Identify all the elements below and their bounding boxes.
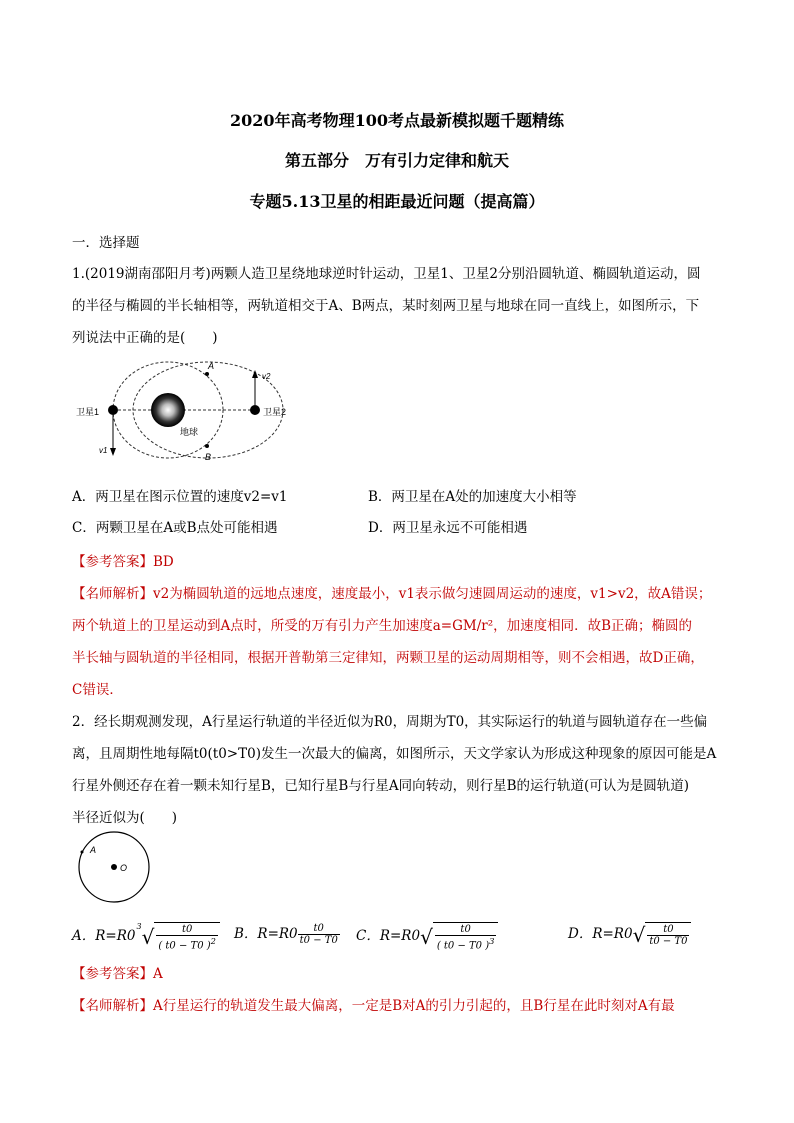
q1-analysis-label: 【名师解析】: [72, 586, 153, 602]
q2-option-c: [356, 922, 498, 951]
q2-option-d-prefix: D．R=R0: [568, 926, 633, 942]
q2-answer-value: A: [153, 966, 163, 982]
v2-label: v2: [262, 372, 271, 381]
q2-line-3: 行星外侧还存在着一颗未知行星B，已知行星B与行星A同向转动，则行星B的运行轨道(可认为是圆轨道): [72, 778, 690, 794]
q2-option-d-den: t0 − T0: [649, 936, 688, 947]
q2-option-c-num: t0: [435, 924, 497, 936]
q1-line-3: 列说法中正确的是( ): [72, 330, 218, 346]
q2-option-a: [72, 922, 220, 951]
q1-option-a: A．两卫星在图示位置的速度v2=v1: [72, 489, 288, 505]
q1-analysis-line-2: 两个轨道上的卫星运动到A点时，所受的万有引力产生加速度a=GM/r²，加速度相同．故B正确；椭圆的: [72, 618, 693, 634]
earth-icon: [151, 393, 185, 427]
q2-option-d: [568, 922, 691, 947]
section-heading: 一．选择题: [72, 235, 140, 251]
q1-analysis-line-3: 半长轴与圆轨道的半径相同，根据开普勒第三定律知，两颗卫星的运动周期相等，则不会相遇，故D正确，: [72, 650, 704, 666]
q1-answer: [72, 550, 174, 570]
q2-a-label: A: [90, 845, 97, 855]
q2-line-1: 2．经长期观测发现，A行星运行轨道的半径近似为R0，周期为T0，其实际运行的轨道与圆轨道存在一些偏: [72, 714, 708, 730]
q2-analysis-text-1: A行星运行的轨道发生最大偏离，一定是B对A的引力引起的，且B行星在此时刻对A有最: [153, 998, 675, 1014]
sat1-label: 卫星1: [76, 407, 100, 417]
q2-line-4: 半径近似为( ): [72, 810, 178, 826]
earth-label: 地球: [180, 427, 199, 437]
point-b-marker: [205, 444, 209, 448]
q1-answer-label: 【参考答案】: [72, 554, 153, 570]
q1-analysis-line-1: [72, 582, 711, 602]
q2-option-b: [234, 922, 340, 946]
radical-icon: √: [141, 924, 155, 949]
q1-option-b: B．两卫星在A处的加速度大小相等: [368, 489, 577, 505]
radical-icon: √: [632, 922, 646, 947]
q2-line-2: 离，且周期性地每隔t0(t0>T0)发生一次最大的偏离，如图所示，天文学家认为形成这种现象的原因可能是A: [72, 746, 717, 762]
q2-option-a-den: ( t0 − T0 ): [158, 940, 211, 952]
q2-option-c-den: ( t0 − T0 ): [436, 940, 490, 952]
v1-label: v1: [99, 446, 108, 455]
q2-option-b-den: t0 − T0: [299, 935, 338, 946]
q1-line-1: 1.(2019湖南邵阳月考)两颗人造卫星绕地球逆时针运动，卫星1、卫星2分别沿圆轨道、椭圆轨道运动，圆: [72, 266, 701, 282]
q2-option-c-prefix: C．R=R0: [356, 928, 421, 945]
q2-option-a-root-index: 3: [136, 922, 142, 931]
planet-a-marker: [81, 851, 84, 854]
b-label: B: [205, 452, 212, 462]
q2-option-b-num: t0: [298, 923, 340, 935]
q2-option-c-exp: 3: [489, 936, 495, 946]
q2-answer-label: 【参考答案】: [72, 966, 153, 982]
q2-option-a-exp: 2: [210, 936, 216, 946]
q2-analysis-label: 【名师解析】: [72, 998, 153, 1014]
part-title: 第五部分 万有引力定律和航天: [284, 151, 509, 170]
satellite-2-icon: [250, 405, 260, 415]
satellite-1-icon: [108, 405, 118, 415]
q2-option-a-num: t0: [156, 924, 218, 936]
center-o-marker: [111, 864, 117, 870]
topic-title: 专题5.13卫星的相距最近问题（提高篇）: [249, 192, 545, 211]
q2-answer: [72, 962, 163, 982]
q2-option-b-prefix: B．R=R0: [234, 926, 298, 942]
radical-icon: √: [420, 924, 433, 949]
planet-orbit-figure: [74, 830, 154, 904]
q1-analysis-line-4: C错误．: [72, 682, 123, 698]
q1-option-d: D．两卫星永远不可能相遇: [368, 520, 528, 536]
q1-answer-value: BD: [153, 554, 174, 570]
main-title: 2020年高考物理100考点最新模拟题千题精练: [230, 111, 564, 130]
sat2-label: 卫星2: [263, 407, 287, 417]
point-a-marker: [205, 372, 209, 376]
a-label: A: [208, 361, 215, 371]
q2-option-a-prefix: A．R=R0: [72, 928, 136, 945]
q1-analysis-text-1: v2为椭圆轨道的远地点速度，速度最小，v1表示做匀速圆周运动的速度，v1>v2，故A错误；: [153, 586, 712, 602]
q2-option-d-num: t0: [647, 924, 689, 936]
q1-option-c: C．两颗卫星在A或B点处可能相遇: [72, 520, 278, 536]
q1-line-2: 的半径与椭圆的半长轴相等，两轨道相交于A、B两点，某时刻两卫星与地球在同一直线上，如图所示，下: [72, 298, 700, 314]
q2-o-label: O: [120, 863, 128, 873]
q2-analysis-line-1: [72, 994, 675, 1014]
